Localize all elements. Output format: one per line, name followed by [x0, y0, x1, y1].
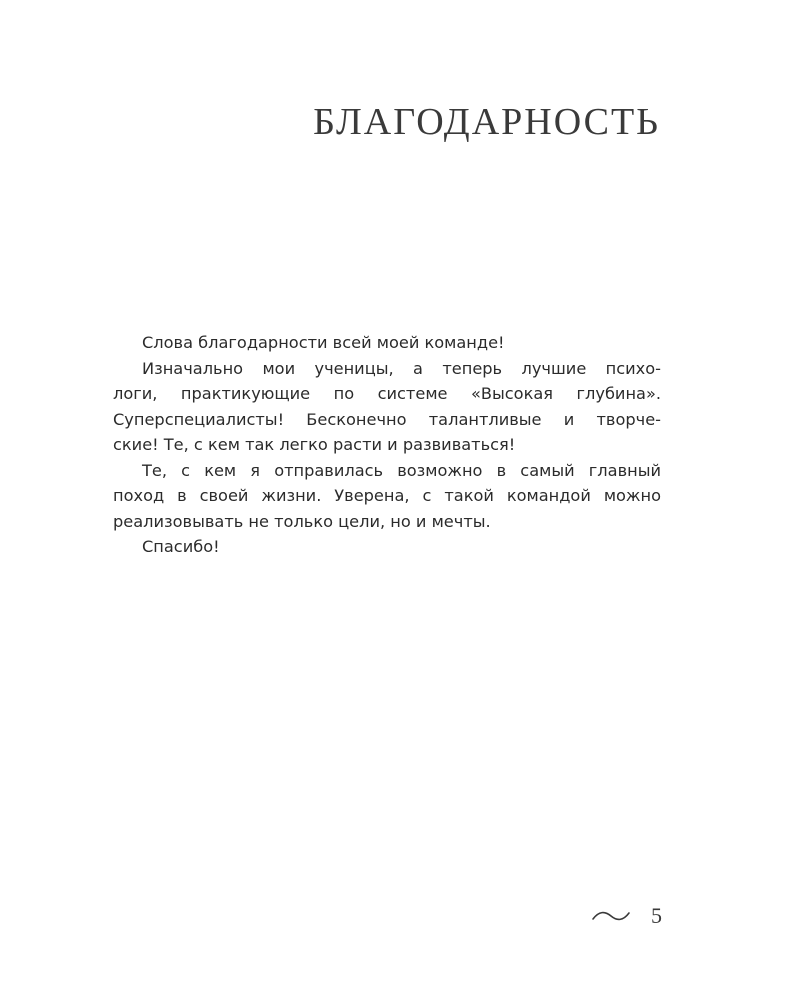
acknowledgements-text [113, 330, 661, 560]
text-line: Суперспециалисты! Бесконечно талантливые и творче- [113, 409, 661, 429]
page-title: БЛАГОДАРНОСТЬ [313, 101, 660, 143]
text-line: ские! Те, с кем так легко расти и развиваться! [113, 435, 516, 454]
text-line: реализовывать не только цели, но и мечты. [113, 511, 491, 531]
text-line: поход в своей жизни. Уверена, с такой командой можно [113, 486, 661, 505]
page-number: 5 [651, 903, 662, 928]
tilde-swash-icon [591, 909, 631, 923]
text-line: Те, с кем я отправилась возможно в самый главный [142, 460, 661, 480]
text-line: Спасибо! [142, 537, 220, 556]
text-line: логи, практикующие по системе «Высокая глубина». [113, 384, 661, 403]
text-line: Изначально мои ученицы, а теперь лучшие психо- [142, 358, 661, 378]
page-footer [591, 900, 662, 932]
text-line: Слова благодарности всей моей команде! [142, 333, 505, 352]
